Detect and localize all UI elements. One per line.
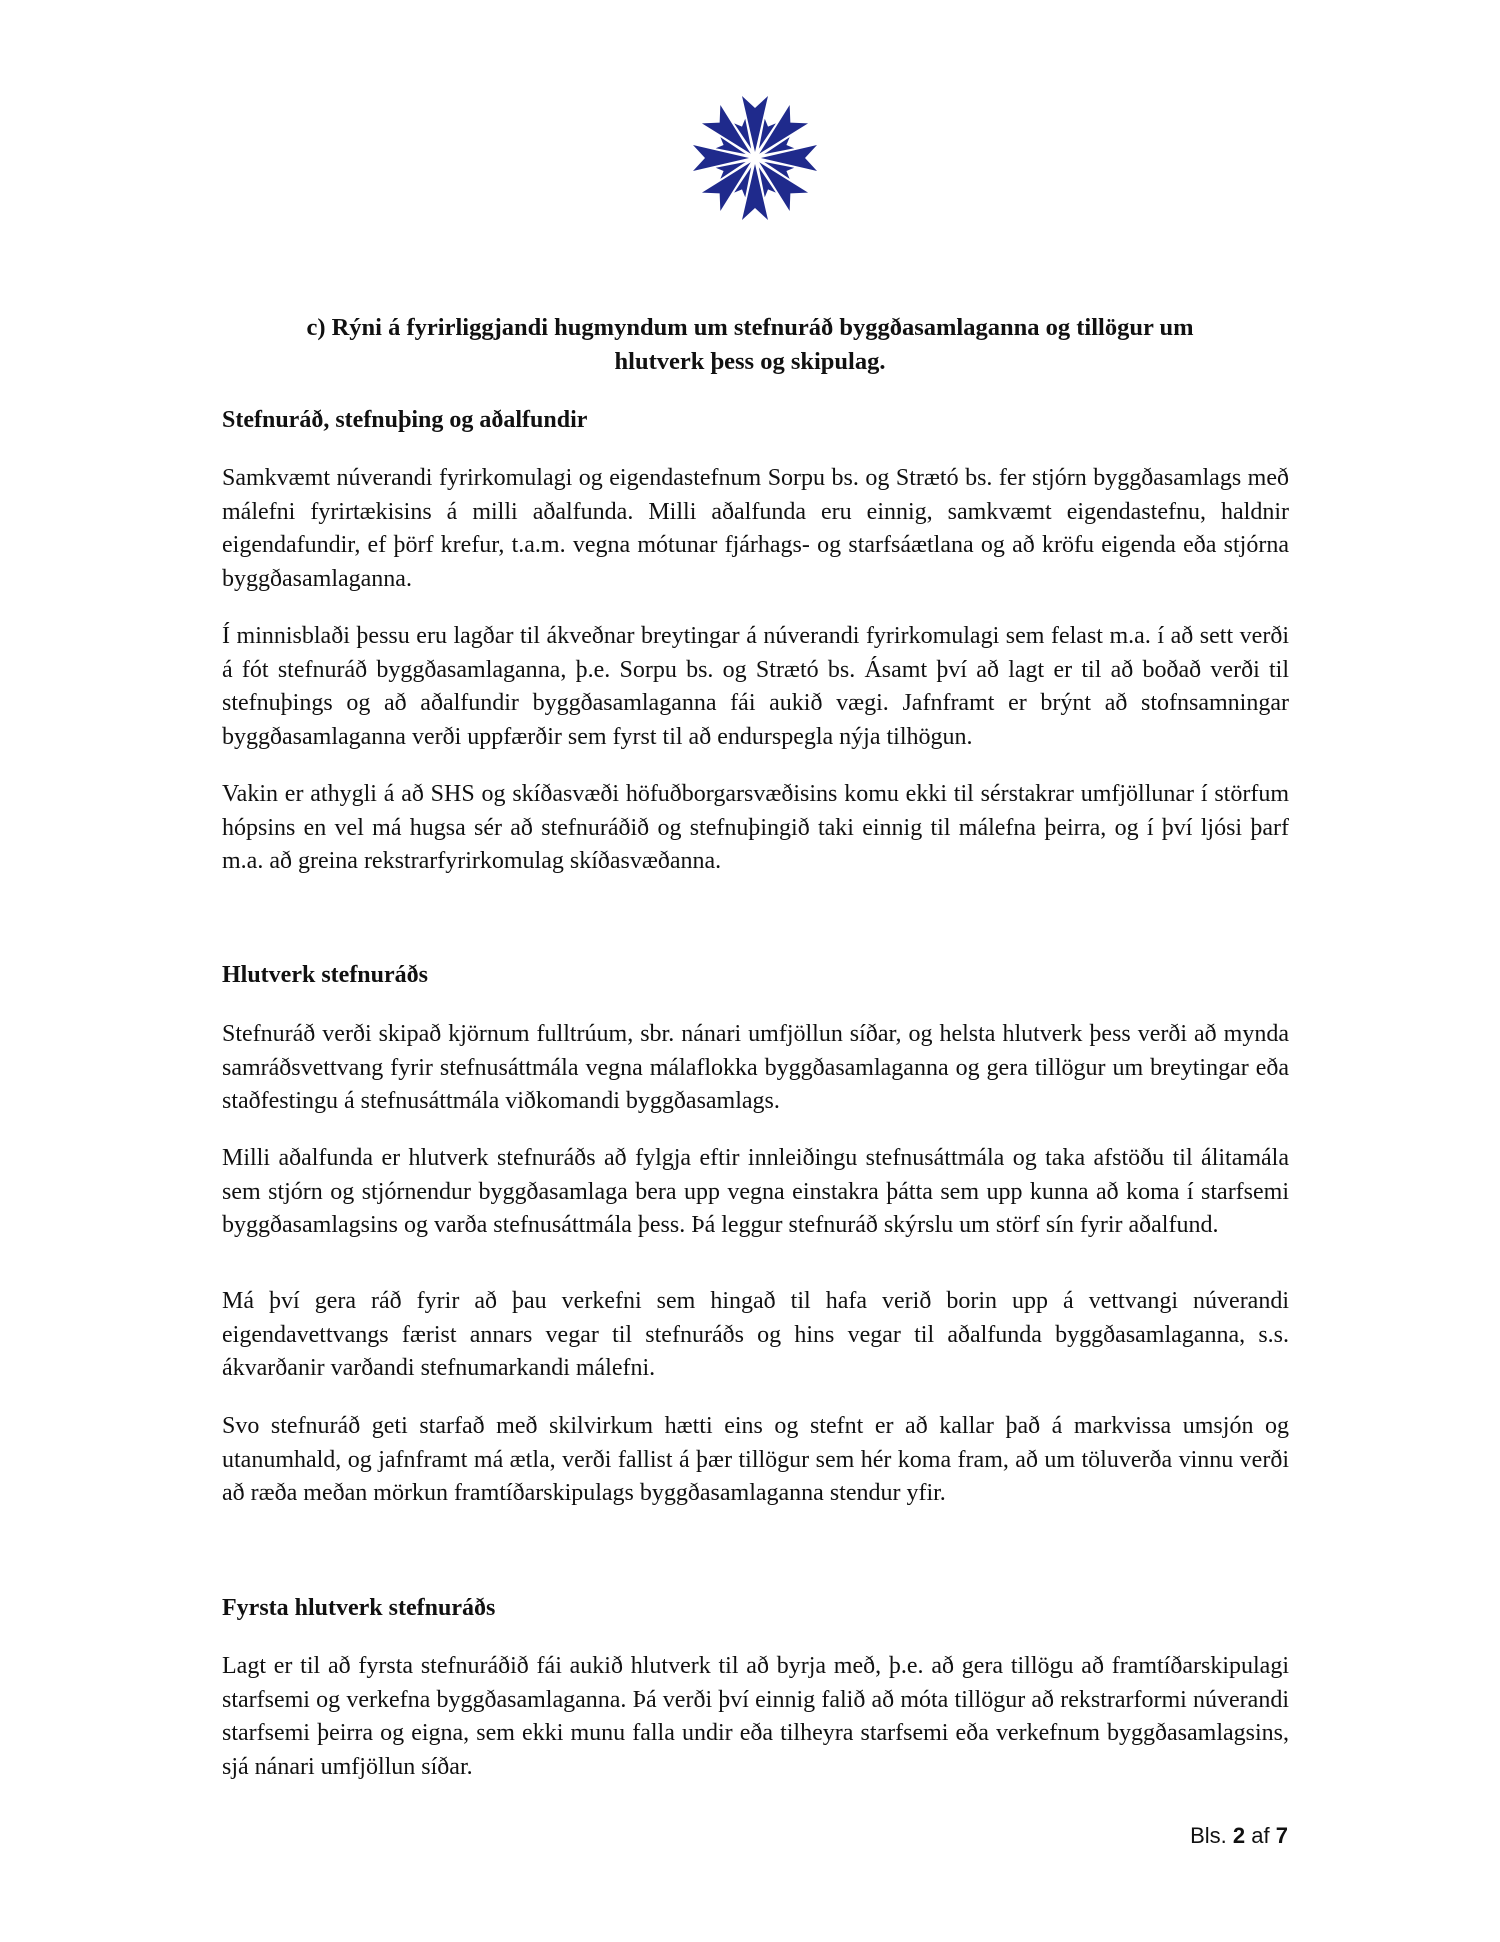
- total-pages: 7: [1275, 1823, 1288, 1848]
- section-heading: Fyrsta hlutverk stefnuráðs: [222, 1595, 496, 1621]
- title-line-2: hlutverk þess og skipulag.: [614, 348, 886, 375]
- section-heading: Hlutverk stefnuráðs: [222, 962, 428, 988]
- paragraph: Í minnisblaði þessu eru lagðar til ákveðnar breytingar á núverandi fyrirkomulagi sem felast m.a. í að sett verði á fót stefnuráð byggðasamlaganna, þ.e. Sorpu bs. og Strætó bs. Ásamt því að lagt er til að boðað verði til stefnuþings og að aðalfundir byggðasamlaganna fái aukið vægi. Jafnframt er brýnt að stofnsamningar byggðasamlaganna verði uppfærðir sem fyrst til að endurspegla nýja tilhögun.: [222, 623, 1289, 750]
- paragraph: Lagt er til að fyrsta stefnuráðið fái aukið hlutverk til að byrja með, þ.e. að gera tillögu að framtíðarskipulagi starfsemi og verkefna byggðasamlaganna. Þá verði því einnig falið að móta tillögur að rekstrarformi núverandi starfsemi þeirra og eigna, sem ekki munu falla undir eða tilheyra starfsemi eða verkefnum byggðasamlagsins, sjá nánari umfjöllun síðar.: [222, 1653, 1289, 1780]
- page-separator: af: [1251, 1823, 1270, 1848]
- paragraph: Má því gera ráð fyrir að þau verkefni sem hingað til hafa verið borin upp á vettvangi núverandi eigendavettvangs færist annars vegar til stefnuráðs og hins vegar til aðalfunda byggðasamlaganna, s.s. ákvarðanir varðandi stefnumarkandi málefni.: [222, 1288, 1289, 1381]
- paragraph: Milli aðalfunda er hlutverk stefnuráðs að fylgja eftir innleiðingu stefnusáttmála og taka afstöðu til álitamála sem stjórn og stjórnendur byggðasamlaga bera upp vegna einstakra þátta sem upp kunna að koma í starfsemi byggðasamlagsins og varða stefnusáttmála þess. Þá leggur stefnuráð skýrslu um störf sín fyrir aðalfund.: [222, 1145, 1289, 1238]
- page-prefix: Bls.: [1190, 1823, 1227, 1848]
- paragraph: Samkvæmt núverandi fyrirkomulagi og eigendastefnum Sorpu bs. og Strætó bs. fer stjórn byggðasamlags með málefni fyrirtækisins á milli aðalfunda. Milli aðalfunda eru einnig, samkvæmt eigendastefnu, haldnir eigendafundir, ef þörf krefur, t.a.m. vegna mótunar fjárhags- og starfsáætlana og að kröfu eigenda eða stjórna byggðasamlaganna.: [222, 465, 1289, 592]
- section-heading: Stefnuráð, stefnuþing og aðalfundir: [222, 407, 588, 433]
- logo: [689, 92, 821, 224]
- title-line-1: c) Rýni á fyrirliggjandi hugmyndum um stefnuráð byggðasamlaganna og tillögur um: [306, 314, 1194, 341]
- paragraph: Vakin er athygli á að SHS og skíðasvæði höfuðborgarsvæðisins komu ekki til sérstakrar umfjöllunar í störfum hópsins en vel má hugsa sér að stefnuráðið og stefnuþingið taki einnig til málefna þeirra, og í því ljósi þarf m.a. að greina rekstrarfyrirkomulag skíðasvæðanna.: [222, 781, 1289, 874]
- snowflake-star-logo-icon: [689, 92, 821, 224]
- paragraph: Svo stefnuráð geti starfað með skilvirkum hætti eins og stefnt er að kallar það á markvissa umsjón og utanumhald, og jafnframt má ætla, verði fallist á þær tillögur sem hér koma fram, að um töluverða vinnu verði að ræða meðan mörkun framtíðarskipulags byggðasamlaganna stendur yfir.: [222, 1413, 1289, 1506]
- current-page: 2: [1232, 1823, 1246, 1848]
- page-number: [1190, 1822, 1288, 1850]
- document-title: [222, 311, 1278, 379]
- paragraph: Stefnuráð verði skipað kjörnum fulltrúum, sbr. nánari umfjöllun síðar, og helsta hlutverk þess verði að mynda samráðsvettvang fyrir stefnusáttmála vegna málaflokka byggðasamlaganna og gera tillögur um breytingar eða staðfestingu á stefnusáttmála viðkomandi byggðasamlags.: [222, 1021, 1289, 1114]
